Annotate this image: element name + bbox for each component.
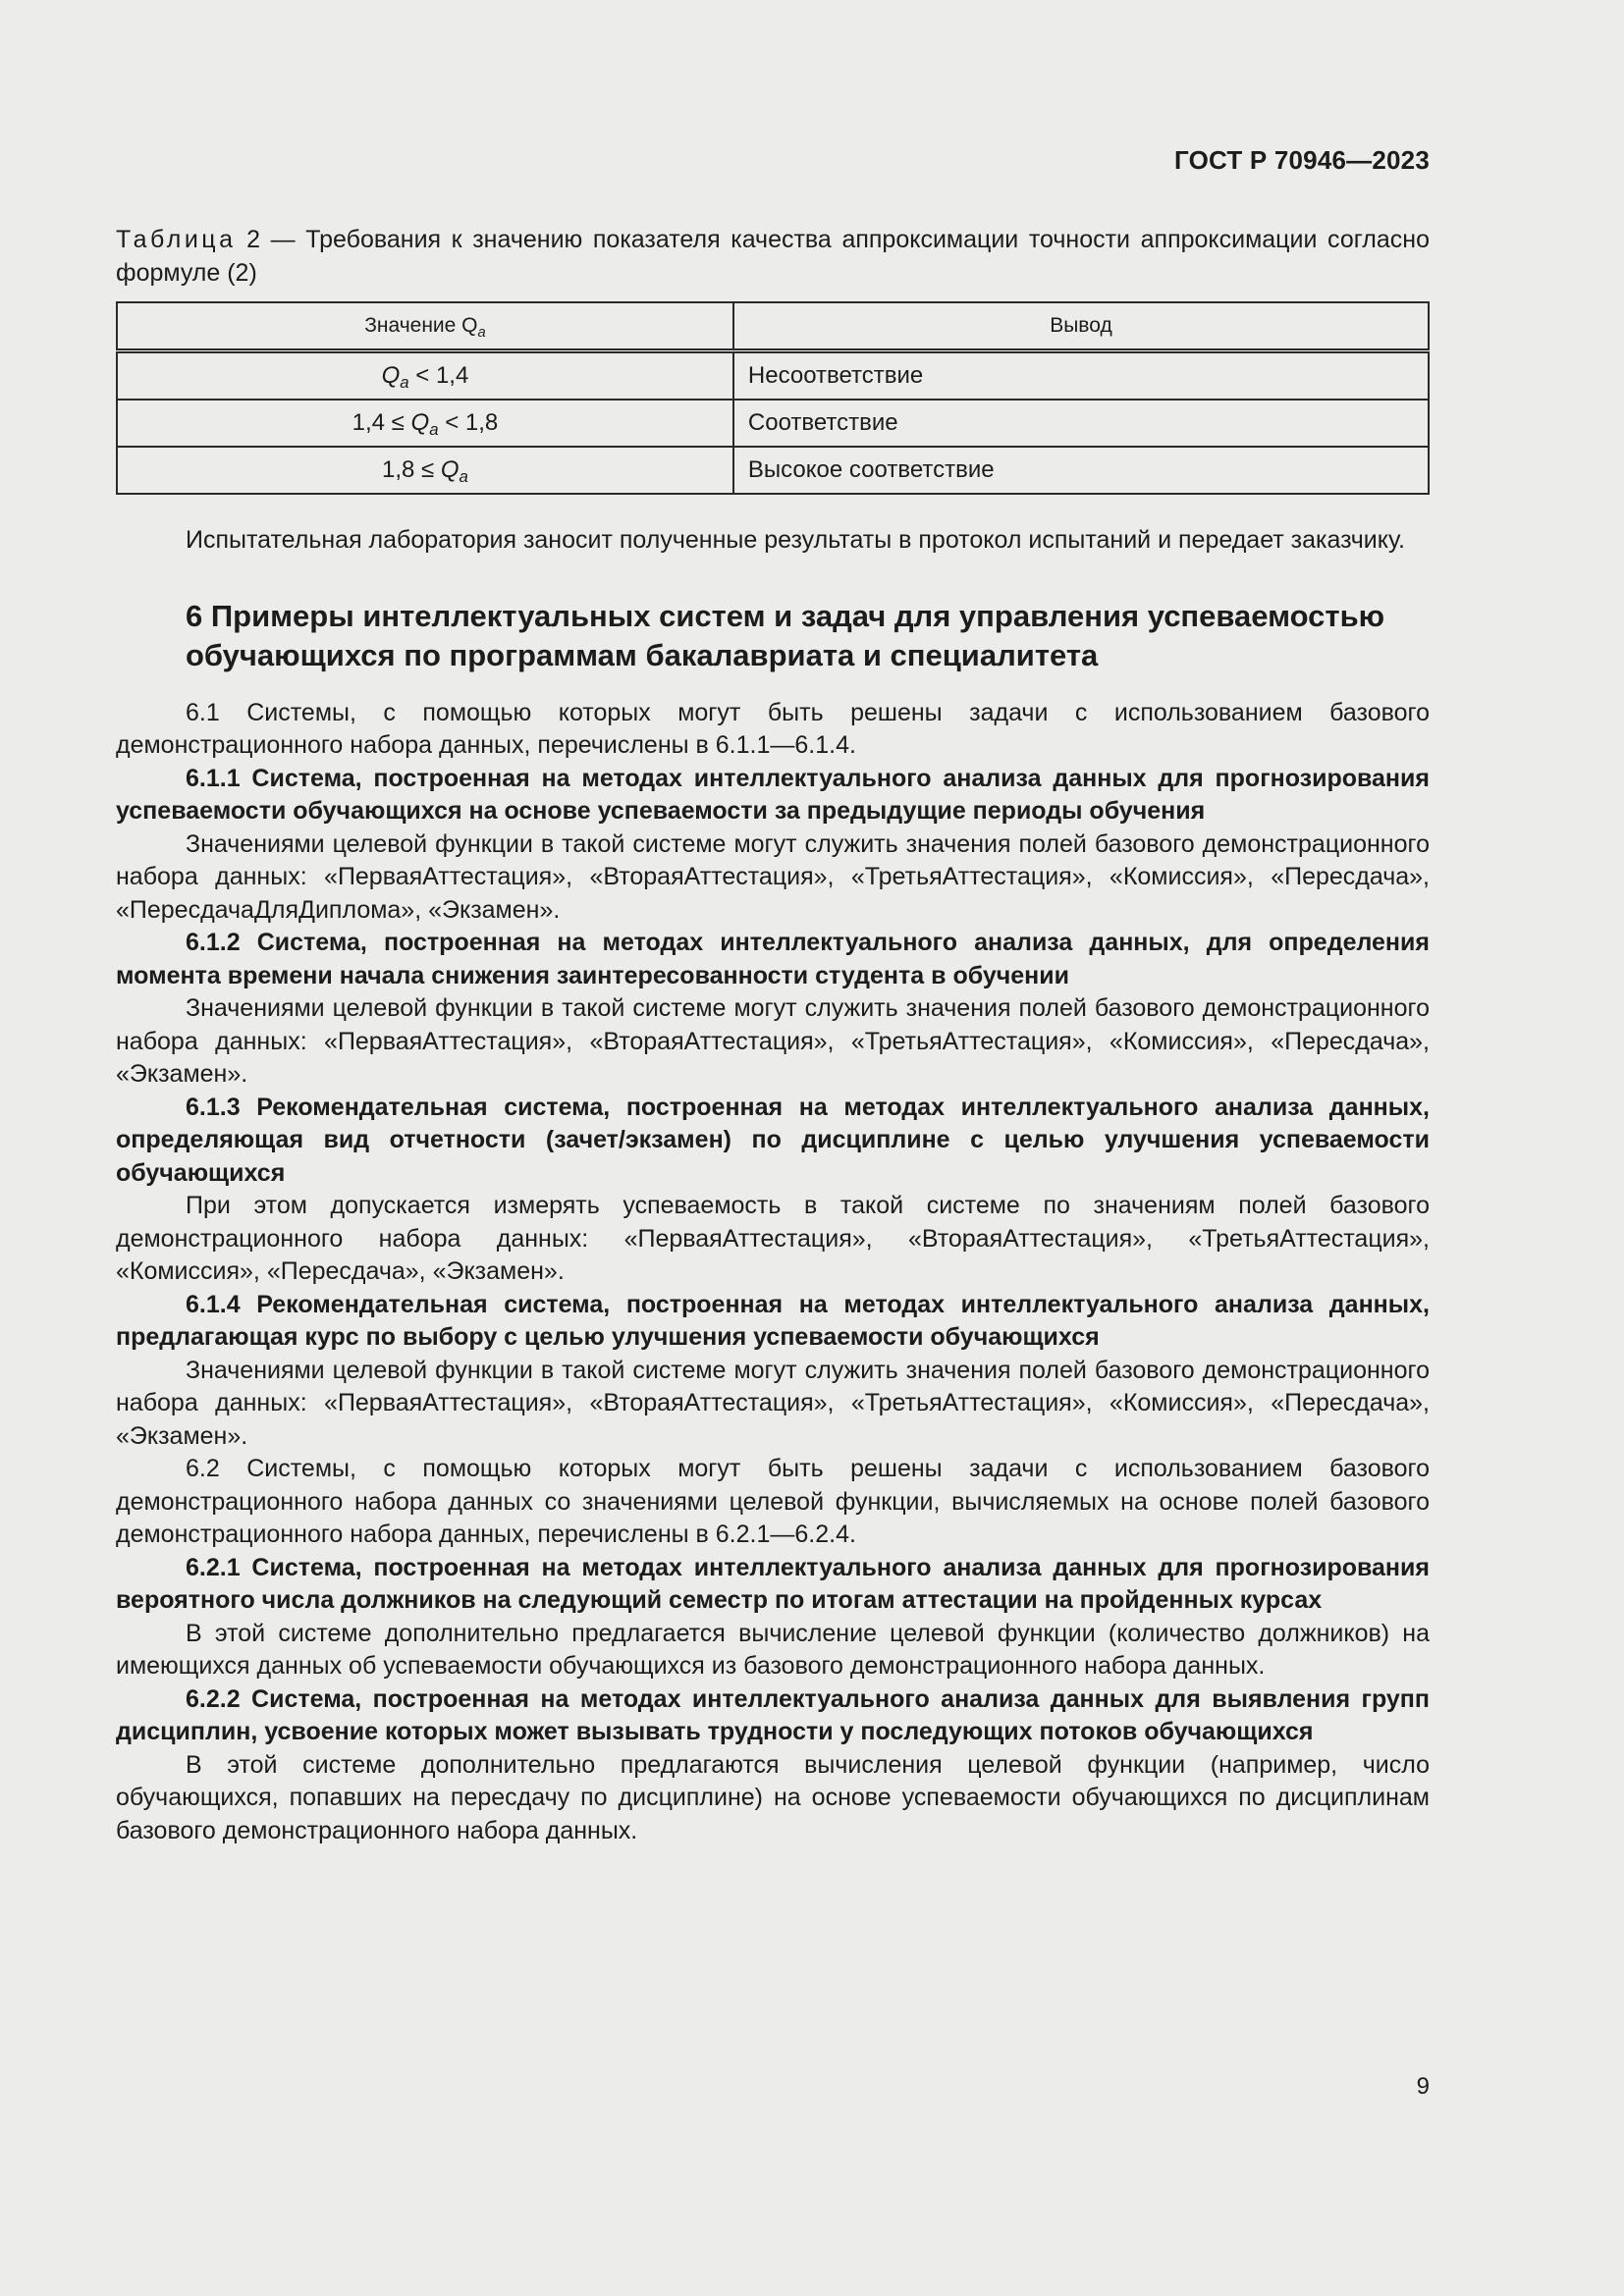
table-cell-value xyxy=(117,351,733,400)
page-content xyxy=(116,224,1430,1847)
value-subscript: a xyxy=(429,420,439,440)
value-subscript: a xyxy=(459,467,468,487)
heading-6-2-2: 6.2.2 Система, построенная на методах интеллектуального анализа данных для выявления групп дисциплин, усвоение которых может вызывать трудности у последующих потоков обучающихся xyxy=(116,1684,1430,1745)
value-symbol: Q xyxy=(410,409,430,437)
table-header-result: Вывод xyxy=(733,302,1429,351)
document-code: ГОСТ Р 70946—2023 xyxy=(1174,145,1430,175)
value-symbol: Q xyxy=(440,456,460,484)
paragraph-6-1: 6.1 Системы, с помощью которых могут быть решены задачи с использованием базового демонстрационного набора данных, перечислены в 6.1.1—6.1.4. xyxy=(116,698,1430,759)
table-caption xyxy=(116,224,1430,290)
paragraph-6-2-1: В этой системе дополнительно предлагается вычисление целевой функции (количество должников) на имеющихся данных об успеваемости обучающихся из базового демонстрационного набора данных. xyxy=(116,1619,1430,1680)
paragraph-6-1-4: Значениями целевой функции в такой системе могут служить значения полей базового демонстрационного набора данных: «ПерваяАттестация», «ВтораяАттестация», «ТретьяАттестация», «Комиссия», «Пересдача», «Экзамен». xyxy=(116,1356,1430,1450)
table-cell-result: Соответствие xyxy=(733,400,1429,447)
table-caption-label: Таблица xyxy=(116,226,237,253)
table-header-value xyxy=(117,302,733,351)
paragraph-6-1-3: При этом допускается измерять успеваемость в такой системе по значениям полей базового демонстрационного набора данных: «ПерваяАттестация», «ВтораяАттестация», «ТретьяАттестация», «Комиссия», «Пересдача», «Экзамен». xyxy=(116,1192,1430,1285)
table-cell-result: Несоответствие xyxy=(733,351,1429,400)
table-cell-value xyxy=(117,400,733,447)
value-subscript: a xyxy=(400,373,409,393)
page-number: 9 xyxy=(1416,2073,1430,2100)
table-header-row xyxy=(117,302,1429,351)
table-cell-result: Высокое соответствие xyxy=(733,447,1429,494)
heading-6-2-1: 6.2.1 Система, построенная на методах интеллектуального анализа данных для прогнозирования вероятного числа должников на следующий семестр по итогам аттестации на пройденных курсах xyxy=(116,1553,1430,1614)
section-heading: 6 Примеры интеллектуальных систем и задач для управления успеваемостью обучающихся по программам бакалавриата и специалитета xyxy=(186,598,1385,672)
paragraph-6-2: 6.2 Системы, с помощью которых могут быть решены задачи с использованием базового демонстрационного набора данных со значениями целевой функции, вычисляемых на основе полей базового демонстрационного набора данных, перечислены в 6.2.1—6.2.4. xyxy=(116,1455,1430,1548)
heading-6-1-3: 6.1.3 Рекомендательная система, построенная на методах интеллектуального анализа данных, определяющая вид отчетности (зачет/экзамен) по дисциплине с целью улучшения успеваемости обучающихся xyxy=(116,1093,1430,1187)
value-symbol: Q xyxy=(381,362,401,390)
value-suffix: < 1,4 xyxy=(408,362,469,390)
heading-6-1-1: 6.1.1 Система, построенная на методах интеллектуального анализа данных для прогнозирования успеваемости обучающихся на основе успеваемости за предыдущие периоды обучения xyxy=(116,764,1430,825)
paragraph-6-1-2: Значениями целевой функции в такой системе могут служить значения полей базового демонстрационного набора данных: «ПерваяАттестация», «ВтораяАттестация», «ТретьяАттестация», «Комиссия», «Пересдача», «Экзамен». xyxy=(116,994,1430,1088)
paragraph-6-1-1: Значениями целевой функции в такой системе могут служить значения полей базового демонстрационного набора данных: «ПерваяАттестация», «ВтораяАттестация», «ТретьяАттестация», «Комиссия», «Пересдача», «ПересдачаДляДиплома», «Экзамен». xyxy=(116,829,1430,924)
table-row xyxy=(117,447,1429,494)
table-row xyxy=(117,400,1429,447)
table-header-value-text: Значение Q xyxy=(364,314,478,338)
value-prefix: 1,4 ≤ xyxy=(352,409,411,437)
paragraph-after-table: Испытательная лаборатория заносит полученные результаты в протокол испытаний и передает заказчику. xyxy=(186,526,1405,554)
value-prefix: 1,8 ≤ xyxy=(382,456,441,484)
requirements-table xyxy=(116,301,1430,495)
heading-6-1-4: 6.1.4 Рекомендательная система, построенная на методах интеллектуального анализа данных, предлагающая курс по выбору с целью улучшения успеваемости обучающихся xyxy=(116,1290,1430,1351)
heading-6-1-2: 6.1.2 Система, построенная на методах интеллектуального анализа данных, для определения момента времени начала снижения заинтересованности студента в обучении xyxy=(116,929,1430,989)
table-cell-value xyxy=(117,447,733,494)
paragraph-6-2-2: В этой системе дополнительно предлагаются вычисления целевой функции (например, число обучающихся, попавших на пересдачу по дисциплине) на основе успеваемости обучающихся по дисциплинам базового демонстрационного набора данных. xyxy=(116,1750,1430,1844)
value-suffix: < 1,8 xyxy=(438,409,499,437)
table-caption-text: 2 — Требования к значению показателя качества аппроксимации точности аппроксимации согласно формуле (2) xyxy=(116,226,1430,287)
table-row xyxy=(117,351,1429,400)
table-header-value-sub: a xyxy=(477,325,486,342)
